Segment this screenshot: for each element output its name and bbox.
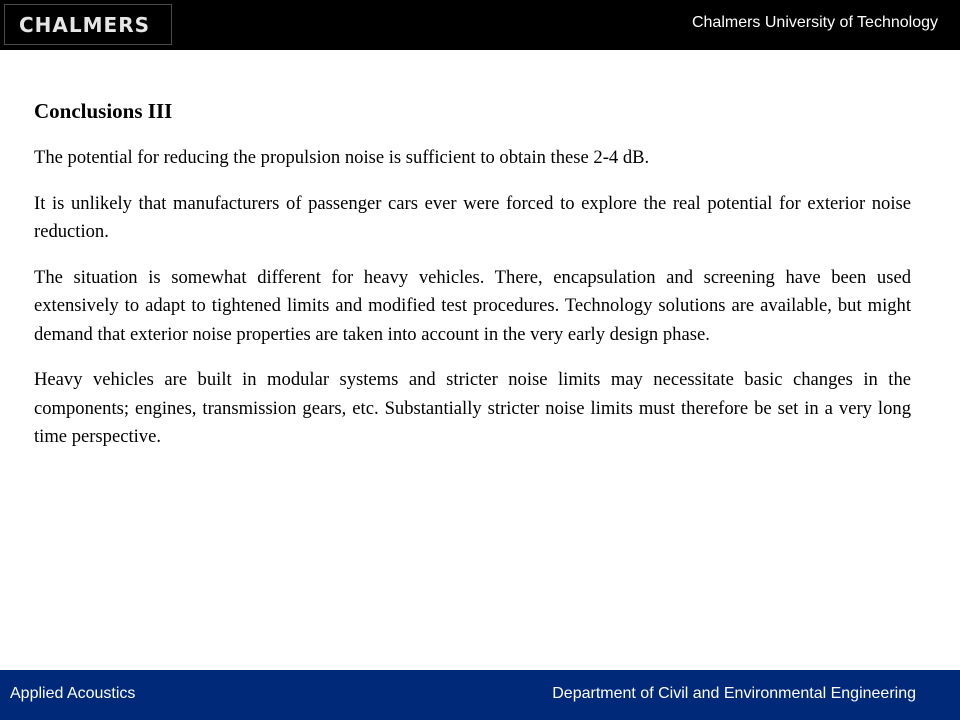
footer-division: Applied Acoustics <box>10 685 136 702</box>
slide-title: Conclusions III <box>34 99 173 123</box>
footer-bar <box>0 670 960 720</box>
chalmers-logo <box>4 4 172 45</box>
paragraph-4: Heavy vehicles are built in modular systems and stricter noise limits may necessitate basic changes in the components; engines, transmission gears, etc. Substantially stricter noise limits must therefore be set in a very long time perspective. <box>34 369 911 447</box>
paragraph-2: It is unlikely that manufacturers of passenger cars ever were forced to explore the real potential for exterior noise reduction. <box>34 192 911 242</box>
header-bar <box>0 0 960 50</box>
footer-department: Department of Civil and Environmental Engineering <box>552 685 916 702</box>
paragraph-3: The situation is somewhat different for heavy vehicles. There, encapsulation and screening have been used extensively to adapt to tightened limits and modified test procedures. Technology solutions are available, but might demand that exterior noise properties are taken into account in the very early design phase. <box>34 266 911 345</box>
logo-text: CHALMERS <box>19 12 151 37</box>
paragraph-1: The potential for reducing the propulsion noise is sufficient to obtain these 2-4 dB. <box>34 147 650 168</box>
slide-content <box>34 96 911 469</box>
university-name: Chalmers University of Technology <box>691 14 938 31</box>
